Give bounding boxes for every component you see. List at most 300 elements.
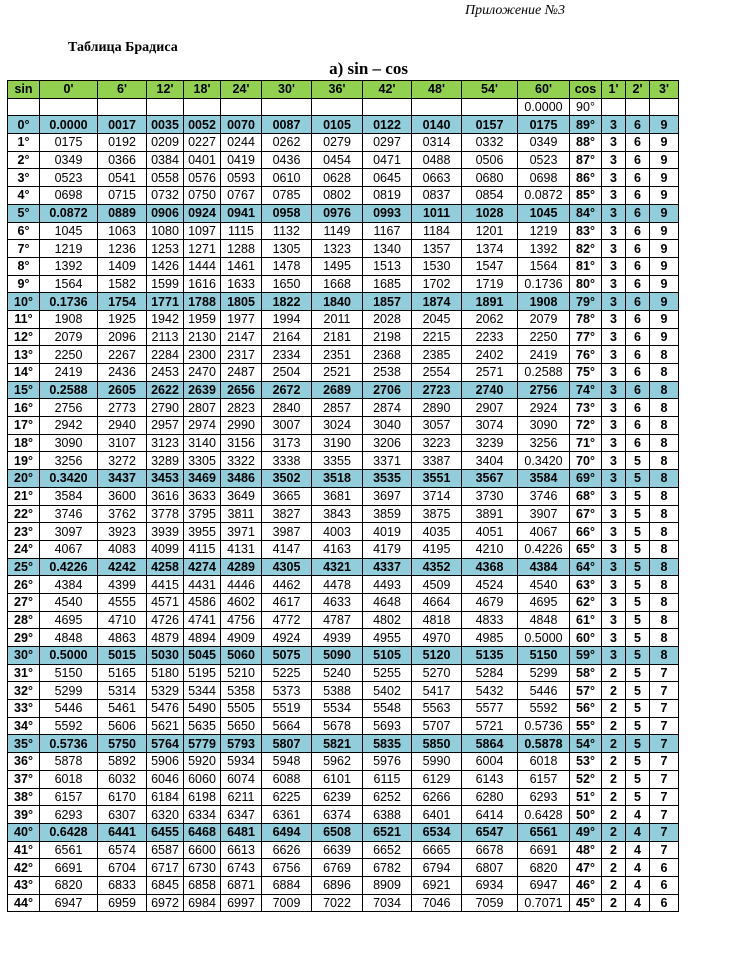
table-cell: 8: [650, 523, 679, 541]
table-cell: 3923: [98, 523, 147, 541]
table-cell: 0.0000: [40, 116, 98, 134]
table-cell: 2689: [312, 381, 363, 399]
table-cell: 3843: [312, 505, 363, 523]
table-cell: 0663: [412, 169, 462, 187]
table-cell: 4131: [221, 540, 262, 558]
cos-degree-cell: 82°: [570, 240, 602, 258]
table-cell: 3762: [98, 505, 147, 523]
cos-degree-cell: 47°: [570, 859, 602, 877]
table-cell: 5920: [184, 753, 221, 771]
cos-degree-cell: 48°: [570, 841, 602, 859]
table-cell: 3289: [147, 452, 184, 470]
table-cell: 0523: [518, 151, 570, 169]
table-cell: 1840: [312, 293, 363, 311]
table-cell: 5329: [147, 682, 184, 700]
table-cell: 8: [650, 346, 679, 364]
cos-degree-cell: 62°: [570, 593, 602, 611]
column-header: 18': [184, 81, 221, 99]
cos-degree-cell: 88°: [570, 134, 602, 152]
cos-degree-cell: 64°: [570, 558, 602, 576]
table-cell: 6871: [221, 876, 262, 894]
table-cell: 0924: [184, 204, 221, 222]
table-cell: 3190: [312, 434, 363, 452]
table-cell: 5: [626, 717, 650, 735]
table-cell: 5075: [262, 647, 312, 665]
sin-degree-cell: 34°: [8, 717, 40, 735]
table-row: [8, 346, 679, 364]
table-cell: 1097: [184, 222, 221, 240]
table-cell: 0297: [363, 134, 412, 152]
table-cell: 5135: [462, 647, 518, 665]
table-cell: 1323: [312, 240, 363, 258]
table-cell: 1063: [98, 222, 147, 240]
table-cell: 0.0872: [40, 204, 98, 222]
table-cell: 3859: [363, 505, 412, 523]
table-cell: 6534: [412, 823, 462, 841]
table-row: [8, 894, 679, 912]
table-cell: 1045: [40, 222, 98, 240]
table-cell: 9: [650, 240, 679, 258]
table-cell: 2: [602, 859, 626, 877]
table-cell: 3: [602, 346, 626, 364]
table-cell: 6157: [40, 788, 98, 806]
table-cell: 5: [626, 682, 650, 700]
table-cell: 4163: [312, 540, 363, 558]
table-cell: 1219: [40, 240, 98, 258]
table-cell: 9: [650, 293, 679, 311]
table-cell: 4741: [184, 611, 221, 629]
sin-degree-cell: 2°: [8, 151, 40, 169]
table-cell: 5962: [312, 753, 363, 771]
table-cell: 0070: [221, 116, 262, 134]
column-header: 48': [412, 81, 462, 99]
cos-degree-cell: 72°: [570, 417, 602, 435]
cos-degree-cell: 85°: [570, 187, 602, 205]
table-cell: 5606: [98, 717, 147, 735]
table-cell: 6018: [518, 753, 570, 771]
table-cell: 0.7071: [518, 894, 570, 912]
cos-degree-cell: 55°: [570, 717, 602, 735]
table-cell: 6018: [40, 770, 98, 788]
table-cell: 2907: [462, 399, 518, 417]
table-cell: 5707: [412, 717, 462, 735]
table-cell: 9: [650, 116, 679, 134]
table-cell: 6143: [462, 770, 518, 788]
cos-degree-cell: 59°: [570, 647, 602, 665]
table-cell: 3156: [221, 434, 262, 452]
table-cell: 3: [602, 328, 626, 346]
table-cell: 8: [650, 417, 679, 435]
document-title: Таблица Брадиса: [68, 40, 178, 55]
table-cell: 0.3420: [40, 470, 98, 488]
cos-degree-cell: 76°: [570, 346, 602, 364]
table-cell: 3: [602, 523, 626, 541]
sin-degree-cell: 19°: [8, 452, 40, 470]
table-cell: 8: [650, 434, 679, 452]
table-cell: 1822: [262, 293, 312, 311]
table-cell: 2554: [412, 364, 462, 382]
table-cell: 0.4226: [40, 558, 98, 576]
sin-degree-cell: 7°: [8, 240, 40, 258]
table-cell: 8: [650, 364, 679, 382]
table-cell: 2: [602, 682, 626, 700]
table-cell: 3040: [363, 417, 412, 435]
table-cell: 2: [602, 770, 626, 788]
table-cell: 3795: [184, 505, 221, 523]
table-cell: 4258: [147, 558, 184, 576]
table-cell: 7: [650, 753, 679, 771]
table-cell: 4664: [412, 593, 462, 611]
table-cell: 3: [602, 647, 626, 665]
table-cell: [650, 98, 679, 116]
table-cell: 5764: [147, 735, 184, 753]
table-cell: 0.2588: [518, 364, 570, 382]
table-cell: 4879: [147, 629, 184, 647]
table-cell: 5417: [412, 682, 462, 700]
table-cell: 3206: [363, 434, 412, 452]
table-cell: 4: [626, 859, 650, 877]
table-cell: 4524: [462, 576, 518, 594]
table-cell: 0.0872: [518, 187, 570, 205]
table-cell: 1392: [40, 257, 98, 275]
table-cell: 5373: [262, 682, 312, 700]
cos-degree-cell: 77°: [570, 328, 602, 346]
table-cell: 2740: [462, 381, 518, 399]
table-cell: 2113: [147, 328, 184, 346]
column-header: 1': [602, 81, 626, 99]
table-cell: 6455: [147, 823, 184, 841]
table-cell: 3: [602, 434, 626, 452]
table-cell: 3: [602, 399, 626, 417]
table-cell: 2233: [462, 328, 518, 346]
table-cell: 8: [650, 647, 679, 665]
sin-degree-cell: 43°: [8, 876, 40, 894]
table-row: [8, 664, 679, 682]
table-cell: 7022: [312, 894, 363, 912]
table-cell: 6: [626, 310, 650, 328]
pre-row: [8, 98, 679, 116]
table-cell: 1080: [147, 222, 184, 240]
table-cell: 3: [602, 576, 626, 594]
sin-degree-cell: 1°: [8, 134, 40, 152]
table-cell: 6626: [262, 841, 312, 859]
table-cell: 7: [650, 788, 679, 806]
table-cell: 4368: [462, 558, 518, 576]
table-cell: 4067: [518, 523, 570, 541]
table-cell: 5821: [312, 735, 363, 753]
sin-degree-cell: 22°: [8, 505, 40, 523]
table-row: [8, 470, 679, 488]
cos-degree-cell: 87°: [570, 151, 602, 169]
table-cell: 0454: [312, 151, 363, 169]
cos-degree-cell: 46°: [570, 876, 602, 894]
table-cell: 8: [650, 452, 679, 470]
table-cell: 0715: [98, 187, 147, 205]
table-cell: 2164: [262, 328, 312, 346]
table-cell: 2571: [462, 364, 518, 382]
sin-degree-cell: 15°: [8, 381, 40, 399]
table-cell: 5: [626, 770, 650, 788]
table-cell: 1942: [147, 310, 184, 328]
table-cell: 2: [602, 717, 626, 735]
table-cell: 3453: [147, 470, 184, 488]
table-cell: 3: [602, 151, 626, 169]
table-cell: 4970: [412, 629, 462, 647]
sin-degree-cell: 14°: [8, 364, 40, 382]
sin-degree-cell: 12°: [8, 328, 40, 346]
table-cell: 2: [602, 753, 626, 771]
table-cell: 3256: [40, 452, 98, 470]
table-row: [8, 700, 679, 718]
table-cell: 2538: [363, 364, 412, 382]
table-cell: 5548: [363, 700, 412, 718]
table-cell: 5: [626, 647, 650, 665]
table-cell: 6756: [262, 859, 312, 877]
table-cell: 1564: [40, 275, 98, 293]
table-cell: 1959: [184, 310, 221, 328]
table-cell: 4540: [518, 576, 570, 594]
table-cell: 5195: [184, 664, 221, 682]
table-cell: 6547: [462, 823, 518, 841]
table-cell: 1925: [98, 310, 147, 328]
table-cell: 6743: [221, 859, 262, 877]
table-cell: 6921: [412, 876, 462, 894]
table-row: [8, 399, 679, 417]
table-row: [8, 717, 679, 735]
table-cell: 1495: [312, 257, 363, 275]
table-cell: 7: [650, 700, 679, 718]
table-cell: 2130: [184, 328, 221, 346]
table-cell: 6494: [262, 823, 312, 841]
sin-degree-cell: 32°: [8, 682, 40, 700]
table-cell: 6004: [462, 753, 518, 771]
table-cell: 5180: [147, 664, 184, 682]
table-cell: 6170: [98, 788, 147, 806]
table-cell: 5934: [221, 753, 262, 771]
table-cell: 0262: [262, 134, 312, 152]
table-cell: 5090: [312, 647, 363, 665]
table-cell: 4: [626, 806, 650, 824]
sin-degree-cell: 29°: [8, 629, 40, 647]
table-cell: 0802: [312, 187, 363, 205]
cos-degree-cell: 70°: [570, 452, 602, 470]
table-cell: 4003: [312, 523, 363, 541]
table-cell: 0192: [98, 134, 147, 152]
table-cell: 4: [626, 876, 650, 894]
table-cell: 6441: [98, 823, 147, 841]
column-header: 2': [626, 81, 650, 99]
table-cell: 3: [602, 452, 626, 470]
table-cell: 9: [650, 328, 679, 346]
table-cell: 5519: [262, 700, 312, 718]
table-cell: 6388: [363, 806, 412, 824]
table-cell: 2: [602, 841, 626, 859]
table-cell: 3355: [312, 452, 363, 470]
sin-degree-cell: 35°: [8, 735, 40, 753]
sin-degree-cell: 4°: [8, 187, 40, 205]
table-cell: 4478: [312, 576, 363, 594]
table-cell: 0854: [462, 187, 518, 205]
table-cell: 6561: [40, 841, 98, 859]
table-cell: 3649: [221, 487, 262, 505]
table-cell: 1288: [221, 240, 262, 258]
table-cell: 2756: [40, 399, 98, 417]
table-cell: 7: [650, 823, 679, 841]
table-cell: 4384: [518, 558, 570, 576]
table-cell: 8: [650, 381, 679, 399]
table-cell: 5120: [412, 647, 462, 665]
sin-degree-cell: 44°: [8, 894, 40, 912]
table-cell: 2250: [518, 328, 570, 346]
table-cell: 6820: [40, 876, 98, 894]
table-cell: 5150: [40, 664, 98, 682]
table-cell: 6: [626, 240, 650, 258]
table-cell: 6: [626, 346, 650, 364]
column-header: 36': [312, 81, 363, 99]
table-cell: 1236: [98, 240, 147, 258]
column-header: 0': [40, 81, 98, 99]
table-row: [8, 841, 679, 859]
table-cell: 5: [626, 540, 650, 558]
table-cell: 5793: [221, 735, 262, 753]
cos-degree-cell: 60°: [570, 629, 602, 647]
table-cell: 6074: [221, 770, 262, 788]
table-cell: 2487: [221, 364, 262, 382]
table-cell: 0941: [221, 204, 262, 222]
cos-degree-cell: 61°: [570, 611, 602, 629]
table-cell: 6: [626, 275, 650, 293]
table-cell: 4242: [98, 558, 147, 576]
table-cell: 3486: [221, 470, 262, 488]
table-cell: 3811: [221, 505, 262, 523]
table-cell: 0.3420: [518, 452, 570, 470]
table-cell: 2011: [312, 310, 363, 328]
sin-degree-cell: 3°: [8, 169, 40, 187]
sin-degree-cell: 39°: [8, 806, 40, 824]
table-cell: 0436: [262, 151, 312, 169]
table-cell: 1874: [412, 293, 462, 311]
table-cell: 6: [626, 434, 650, 452]
table-cell: 6587: [147, 841, 184, 859]
table-cell: 4289: [221, 558, 262, 576]
table-cell: 0366: [98, 151, 147, 169]
table-cell: 5402: [363, 682, 412, 700]
table-cell: 6959: [98, 894, 147, 912]
table-cell: 5045: [184, 647, 221, 665]
table-cell: 1305: [262, 240, 312, 258]
table-row: [8, 576, 679, 594]
table-cell: 5577: [462, 700, 518, 718]
table-cell: 0175: [40, 134, 98, 152]
table-cell: 1599: [147, 275, 184, 293]
table-cell: 0593: [221, 169, 262, 187]
table-cell: 2823: [221, 399, 262, 417]
table-cell: 2: [602, 823, 626, 841]
table-cell: 3600: [98, 487, 147, 505]
appendix-label: Приложение №3: [465, 3, 565, 18]
table-cell: 5: [626, 753, 650, 771]
cos-degree-cell: 84°: [570, 204, 602, 222]
table-cell: 0.6428: [40, 823, 98, 841]
table-cell: 6088: [262, 770, 312, 788]
table-cell: 8: [650, 611, 679, 629]
table-cell: 1564: [518, 257, 570, 275]
table-cell: 3633: [184, 487, 221, 505]
table-cell: 5314: [98, 682, 147, 700]
table-cell: 6129: [412, 770, 462, 788]
table-cell: 3939: [147, 523, 184, 541]
table-cell: 0349: [518, 134, 570, 152]
table-cell: 5060: [221, 647, 262, 665]
cos-degree-cell: 69°: [570, 470, 602, 488]
table-cell: 5976: [363, 753, 412, 771]
table-cell: 5807: [262, 735, 312, 753]
table-cell: 1650: [262, 275, 312, 293]
table-row: [8, 647, 679, 665]
table-cell: 6293: [40, 806, 98, 824]
table-row: [8, 452, 679, 470]
table-cell: 6225: [262, 788, 312, 806]
column-header: 60': [518, 81, 570, 99]
table-cell: 7: [650, 717, 679, 735]
table-cell: 2957: [147, 417, 184, 435]
cos-degree-cell: 66°: [570, 523, 602, 541]
table-cell: 4051: [462, 523, 518, 541]
sin-degree-cell: 42°: [8, 859, 40, 877]
table-cell: 1271: [184, 240, 221, 258]
table-cell: 4067: [40, 540, 98, 558]
table-cell: 5: [626, 788, 650, 806]
table-cell: 3322: [221, 452, 262, 470]
table-cell: 6401: [412, 806, 462, 824]
table-cell: 3140: [184, 434, 221, 452]
table-cell: 4195: [412, 540, 462, 558]
table-cell: 6820: [518, 859, 570, 877]
table-cell: 6782: [363, 859, 412, 877]
table-cell: 4019: [363, 523, 412, 541]
table-cell: 4648: [363, 593, 412, 611]
cos-degree-cell: 83°: [570, 222, 602, 240]
table-cell: 3057: [412, 417, 462, 435]
table-cell: 3697: [363, 487, 412, 505]
sin-degree-cell: 24°: [8, 540, 40, 558]
table-row: [8, 876, 679, 894]
table-cell: 3: [602, 310, 626, 328]
table-cell: 0819: [363, 187, 412, 205]
sin-degree-cell: 16°: [8, 399, 40, 417]
table-cell: 0889: [98, 204, 147, 222]
table-cell: 2773: [98, 399, 147, 417]
table-cell: 1633: [221, 275, 262, 293]
table-cell: 3074: [462, 417, 518, 435]
table-cell: 4633: [312, 593, 363, 611]
table-cell: 2706: [363, 381, 412, 399]
table-cell: 6600: [184, 841, 221, 859]
cos-degree-cell: 71°: [570, 434, 602, 452]
table-cell: 4586: [184, 593, 221, 611]
table-cell: 1788: [184, 293, 221, 311]
header-row: [8, 81, 679, 99]
table-cell: 6347: [221, 806, 262, 824]
table-cell: 6807: [462, 859, 518, 877]
table-cell: 6845: [147, 876, 184, 894]
table-cell: 0993: [363, 204, 412, 222]
table-cell: 5: [626, 470, 650, 488]
table-cell: 6334: [184, 806, 221, 824]
cos-degree-cell: 81°: [570, 257, 602, 275]
cos-degree-cell: 89°: [570, 116, 602, 134]
table-cell: 5240: [312, 664, 363, 682]
